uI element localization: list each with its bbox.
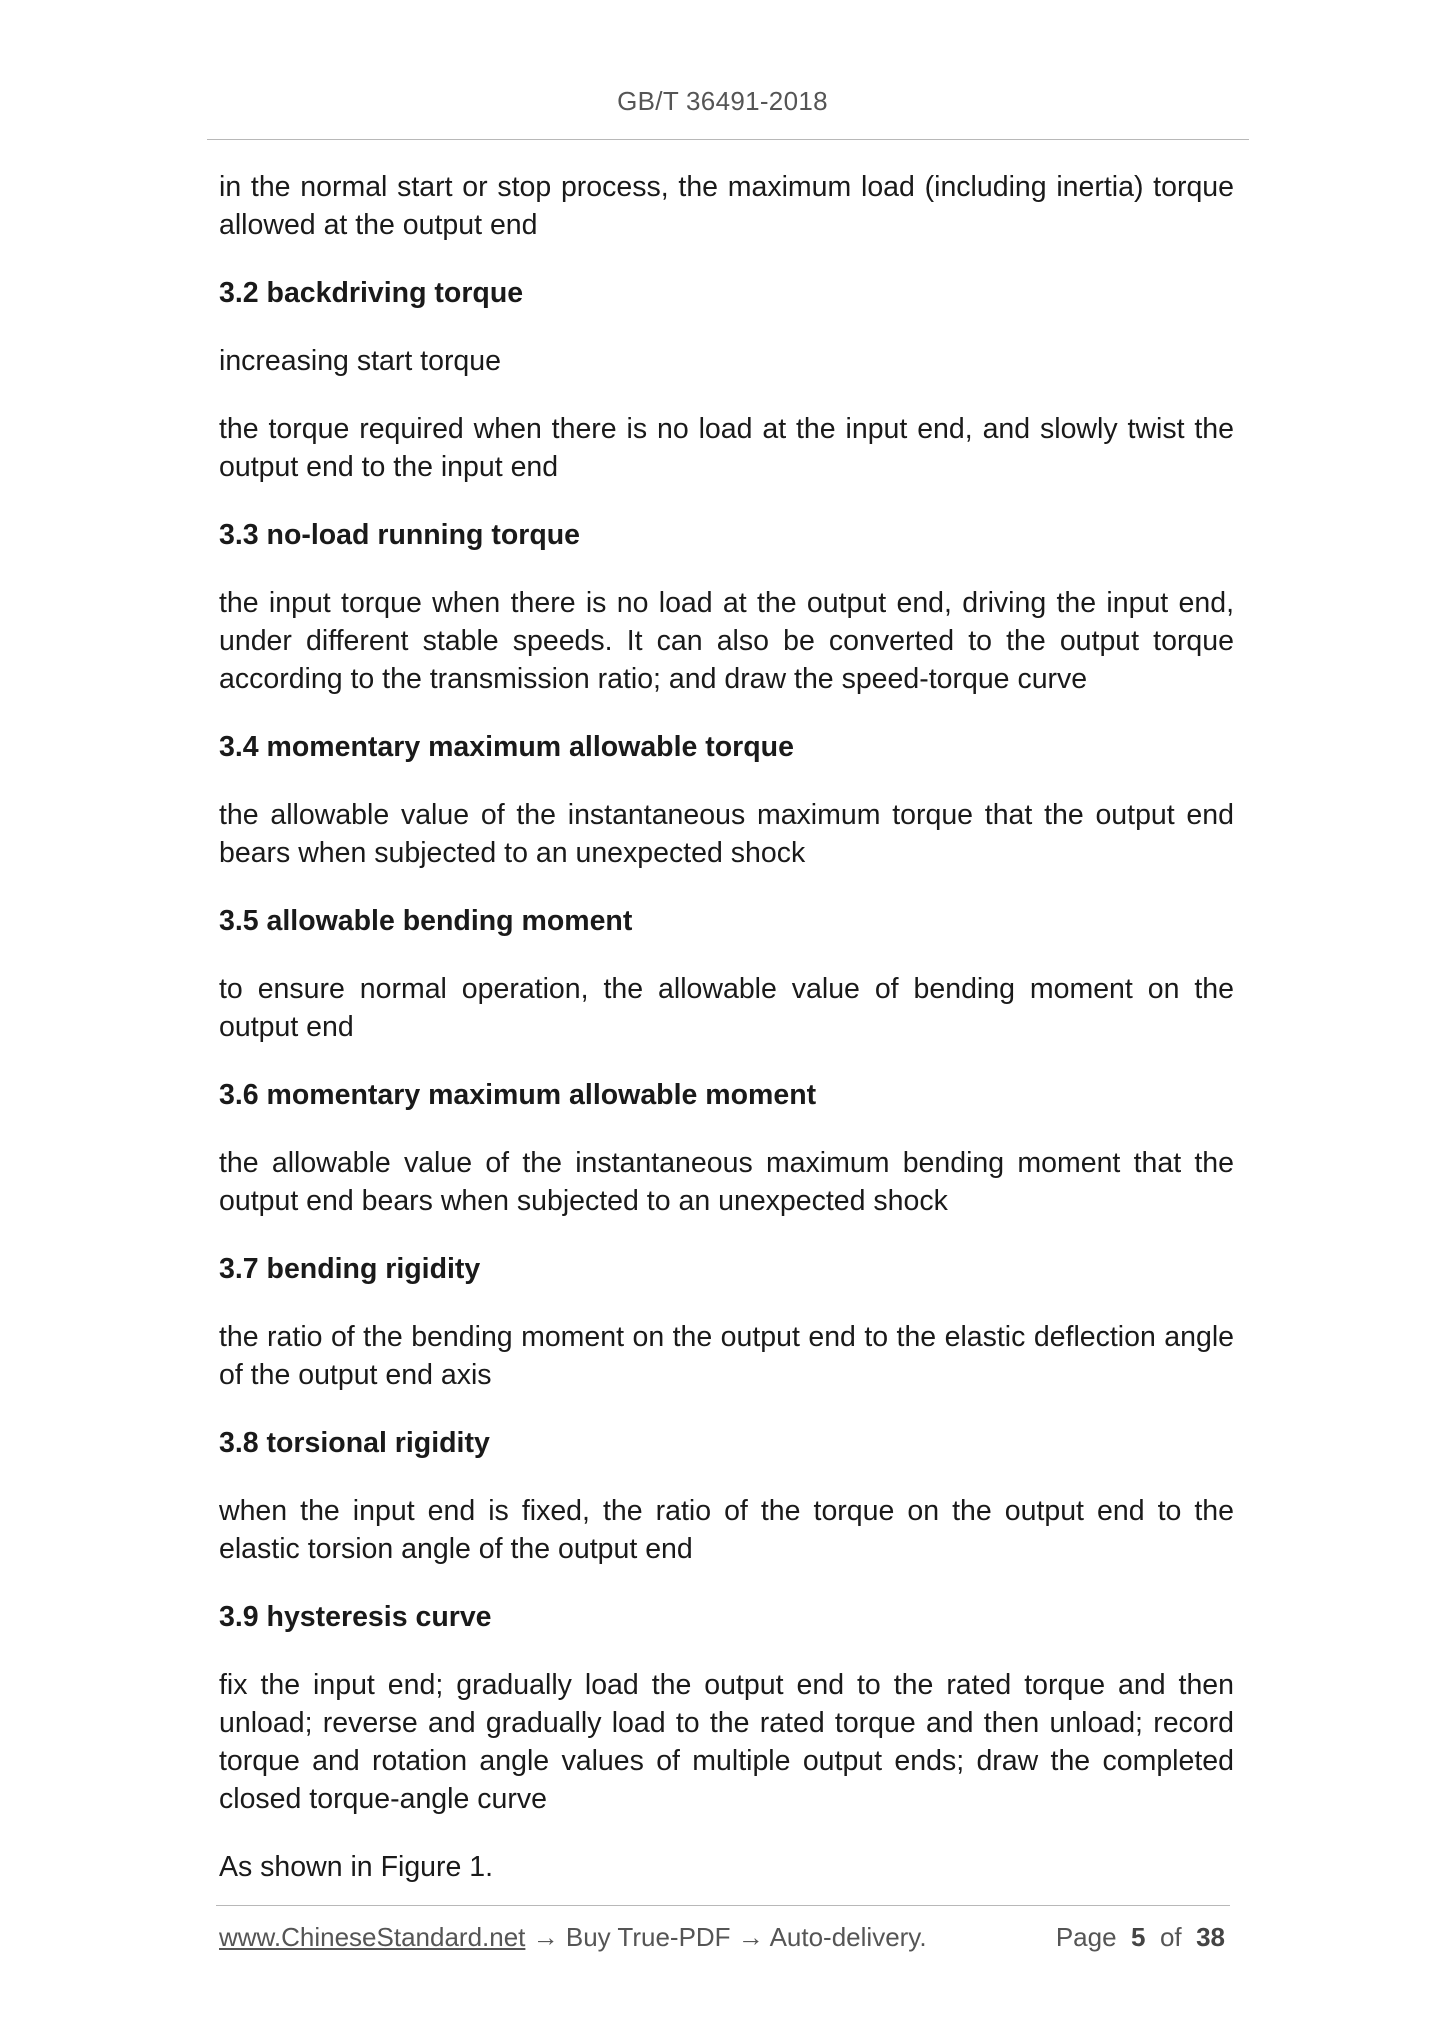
definition-text: the allowable value of the instantaneous maximum torque that the output end bears when subjected to an unexpected shock bbox=[219, 799, 1234, 869]
figure-reference: As shown in Figure 1. bbox=[219, 1851, 494, 1883]
definition-text: the ratio of the bending moment on the output end to the elastic deflection angle of the output end axis bbox=[219, 1321, 1234, 1391]
definition-text: fix the input end; gradually load the output end to the rated torque and then unload; reverse and gradually load to the rated torque and then unload; record torque and rotation angle values of multiple output ends; draw the completed closed torque-angle curve bbox=[219, 1669, 1234, 1815]
definition-text: to ensure normal operation, the allowable value of bending moment on the output end bbox=[219, 973, 1234, 1043]
term-heading: 3.4 momentary maximum allowable torque bbox=[219, 731, 794, 763]
footer-divider bbox=[216, 1905, 1230, 1906]
term-heading: 3.6 momentary maximum allowable moment bbox=[219, 1079, 817, 1111]
page-label: Page bbox=[1055, 1922, 1117, 1952]
page-footer bbox=[219, 1922, 1230, 1958]
term-heading: 3.3 no-load running torque bbox=[219, 519, 580, 551]
term-heading: 3.2 backdriving torque bbox=[219, 277, 524, 309]
footer-promo bbox=[219, 1922, 927, 1953]
term-heading: 3.9 hysteresis curve bbox=[219, 1601, 492, 1633]
document-body bbox=[219, 168, 1234, 1916]
definition-text: in the normal start or stop process, the maximum load (including inertia) torque allowed at the output end bbox=[219, 171, 1234, 241]
definition-text: increasing start torque bbox=[219, 345, 501, 377]
page-number: 5 bbox=[1131, 1922, 1146, 1952]
document-header bbox=[0, 86, 1445, 117]
page-total: 38 bbox=[1196, 1922, 1225, 1952]
definition-text: when the input end is fixed, the ratio of the torque on the output end to the elastic torsion angle of the output end bbox=[219, 1495, 1234, 1565]
term-heading: 3.8 torsional rigidity bbox=[219, 1427, 490, 1459]
definition-text: the input torque when there is no load at the output end, driving the input end, under different stable speeds. It can also be converted to the output torque according to the transmission ratio; and draw the speed-torque curve bbox=[219, 587, 1234, 695]
promo-text: → Buy True-PDF → Auto-delivery. bbox=[525, 1922, 927, 1952]
term-heading: 3.7 bending rigidity bbox=[219, 1253, 481, 1285]
header-divider bbox=[207, 139, 1249, 140]
document-id: GB/T 36491-2018 bbox=[617, 86, 828, 116]
definition-text: the torque required when there is no load at the input end, and slowly twist the output end to the input end bbox=[219, 413, 1234, 483]
definition-text: the allowable value of the instantaneous maximum bending moment that the output end bears when subjected to an unexpected shock bbox=[219, 1147, 1234, 1217]
of-label: of bbox=[1159, 1922, 1182, 1952]
website-link[interactable]: www.ChineseStandard.net bbox=[219, 1922, 526, 1952]
page-indicator bbox=[1056, 1922, 1225, 1953]
term-heading: 3.5 allowable bending moment bbox=[219, 905, 633, 937]
